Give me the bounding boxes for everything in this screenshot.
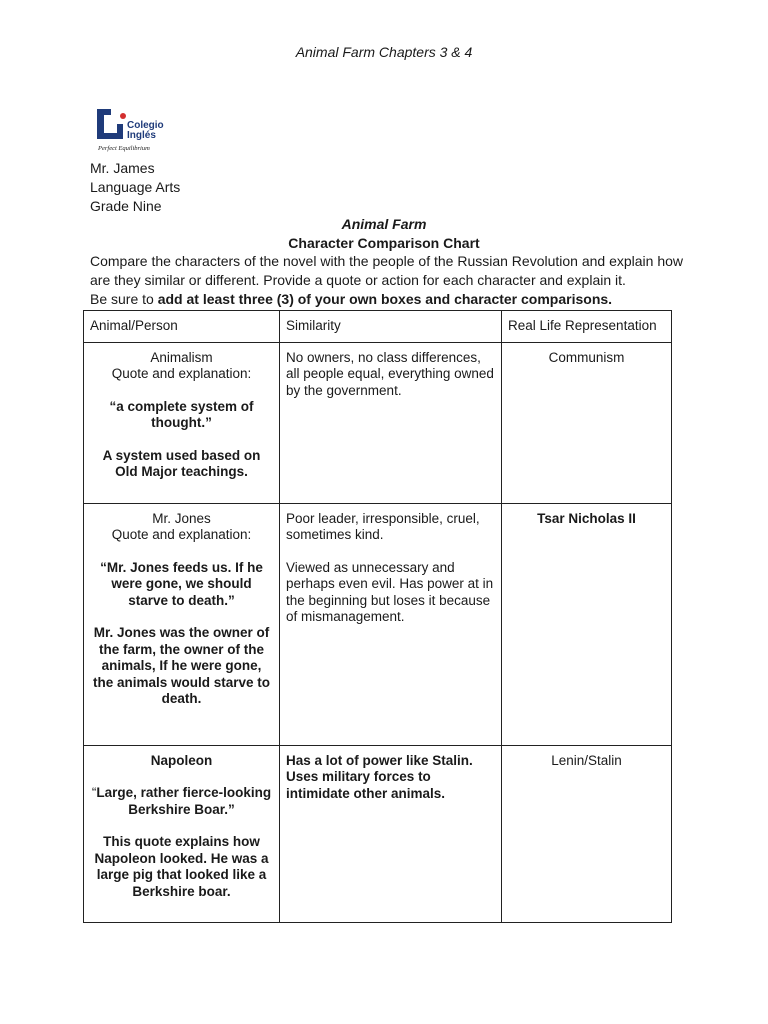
similarity-text: Poor leader, irresponsible, cruel, sometimes kind. (286, 510, 480, 542)
similarity-text: Has a lot of power like Stalin. Uses military forces to intimidate other animals. (286, 752, 473, 801)
character-name: Napoleon (150, 752, 213, 768)
column-header-representation: Real Life Representation (502, 311, 672, 343)
representation-text: Communism (548, 349, 625, 365)
logo-line1: Colegio (127, 120, 164, 131)
quote-explanation: A system used based on Old Major teachings. (102, 447, 261, 479)
similarity-cell (280, 745, 502, 922)
quote-label: Quote and explanation: (111, 366, 252, 381)
table-row (84, 503, 672, 745)
document-title: Animal Farm (341, 216, 427, 232)
table-row (84, 745, 672, 922)
representation-cell (502, 503, 672, 745)
similarity-text: No owners, no class differences, all people equal, everything owned by the government. (286, 349, 494, 398)
school-logo (94, 106, 174, 154)
teacher-grade: Grade Nine (90, 198, 162, 214)
instructions-emphasis (90, 290, 690, 309)
comparison-table (83, 310, 672, 923)
table-header-row (84, 311, 672, 343)
quote-text: “Mr. Jones feeds us. If he were gone, we should starve to death.” (100, 559, 263, 608)
page-header: Animal Farm Chapters 3 & 4 (295, 44, 473, 60)
representation-text: Lenin/Stalin (551, 752, 622, 768)
quote-explanation: This quote explains how Napoleon looked. He was a large pig that looked like a Berkshire boar. (94, 834, 269, 899)
logo-tagline: Perfect Equilibrium (98, 145, 150, 152)
document-subtitle: Character Comparison Chart (288, 235, 480, 251)
column-header-animal: Animal/Person (84, 311, 280, 343)
quote-explanation: Mr. Jones was the owner of the farm, the owner of the animals, If he were gone, the animals would starve to death. (92, 625, 271, 706)
column-header-similarity: Similarity (280, 311, 502, 343)
teacher-subject: Language Arts (90, 179, 181, 195)
teacher-name: Mr. James (90, 160, 155, 176)
character-name: Mr. Jones (152, 510, 211, 526)
animal-cell (84, 745, 280, 922)
instructions-lead: Be sure to (90, 291, 158, 307)
similarity-cell (280, 342, 502, 503)
similarity-text: Viewed as unnecessary and perhaps even evil. Has power at in the beginning but loses it because of mismanagement. (286, 559, 494, 624)
quote-text: “a complete system of thought.” (109, 398, 254, 430)
character-name: Animalism (150, 349, 213, 365)
table-row (84, 342, 672, 503)
representation-cell (502, 745, 672, 922)
quote-open-mark: “ (91, 785, 97, 800)
instructions-bold: add at least three (3) of your own boxes and character comparisons. (157, 291, 613, 307)
quote-label: Quote and explanation: (111, 527, 252, 542)
title-block (0, 215, 768, 253)
teacher-info (90, 159, 180, 216)
instructions (90, 252, 690, 309)
logo-line2: Inglés (127, 130, 156, 141)
representation-cell (502, 342, 672, 503)
logo-mark-icon (94, 106, 174, 154)
quote-body: Large, rather fierce-looking Berkshire Boar.” (96, 785, 272, 817)
similarity-cell (280, 503, 502, 745)
quote-text (90, 785, 273, 818)
animal-cell (84, 503, 280, 745)
instructions-text: Compare the characters of the novel with the people of the Russian Revolution and explain how are they similar or different. Provide a quote or action for each character and explain it. (90, 253, 684, 288)
representation-text: Tsar Nicholas II (537, 510, 636, 526)
animal-cell (84, 342, 280, 503)
